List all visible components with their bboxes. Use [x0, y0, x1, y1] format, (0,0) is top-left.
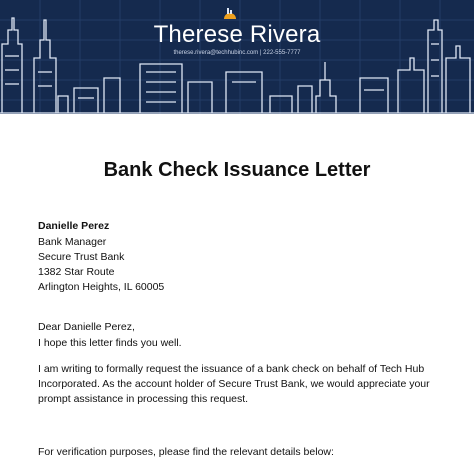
recipient-name: Danielle Perez: [38, 220, 110, 232]
salutation: Dear Danielle Perez,: [38, 321, 135, 333]
paragraph-line: I am writing to formally request the issuance of a bank check on behalf of Tech Hub: [38, 363, 425, 375]
document-title: Bank Check Issuance Letter: [103, 159, 371, 181]
paragraph-line: prompt assistance in processing this request.: [38, 393, 249, 405]
paragraph-verification: For verification purposes, please find the relevant details below:: [38, 446, 334, 458]
company-logo-icon: [221, 7, 239, 21]
brand-contact: therese.rivera@techhubinc.com | 222-555-7777: [173, 50, 301, 56]
recipient-street: 1382 Star Route: [38, 266, 115, 278]
recipient-role: Bank Manager: [38, 236, 107, 248]
brand-name: Therese Rivera: [153, 21, 321, 48]
paragraph-line: Incorporated. As the account holder of Secure Trust Bank, we would appreciate your: [38, 378, 430, 390]
paragraph-greeting: I hope this letter finds you well.: [38, 337, 182, 349]
header-banner: [0, 0, 474, 114]
recipient-bank: Secure Trust Bank: [38, 251, 125, 263]
recipient-city: Arlington Heights, IL 60005: [38, 281, 165, 293]
